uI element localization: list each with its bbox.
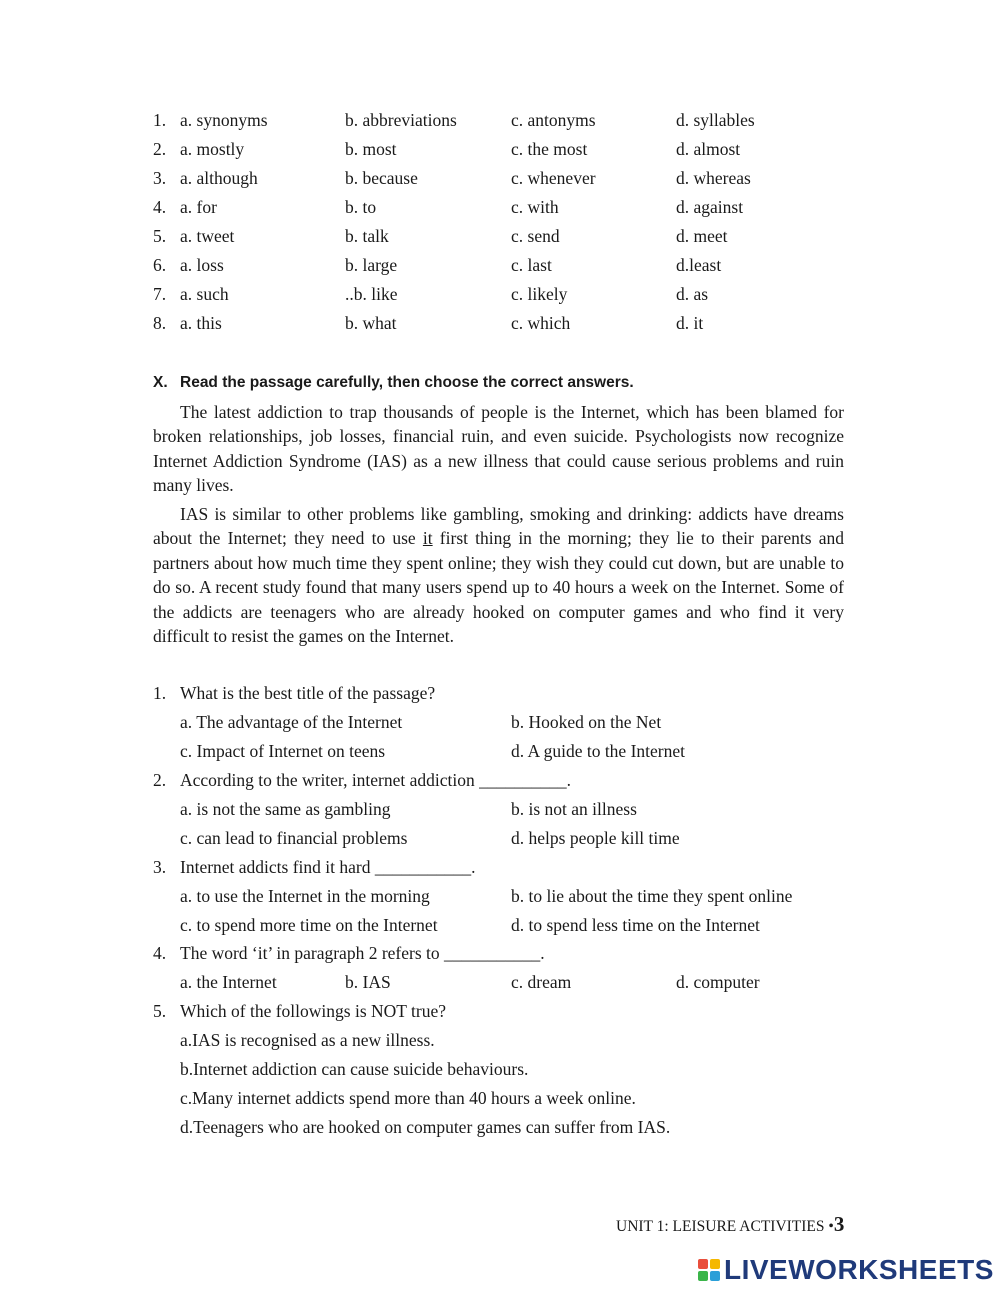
option-d[interactable]: d. meet: [676, 226, 728, 246]
option-c[interactable]: c. likely: [511, 284, 568, 304]
vocab-question-row: [0, 309, 1000, 338]
option-c[interactable]: c. whenever: [511, 168, 596, 188]
option-b[interactable]: b. is not an illness: [511, 799, 637, 819]
logo-text: LIVEWORKSHEETS: [724, 1254, 994, 1285]
vocab-question-row: [0, 280, 1000, 309]
question-number: 8.: [153, 313, 167, 333]
question-number: 1.: [153, 110, 167, 130]
question-stem-row: [0, 939, 1000, 968]
option-c[interactable]: c. last: [511, 255, 552, 275]
option-c[interactable]: c. can lead to financial problems: [180, 828, 408, 848]
page-footer: [616, 1210, 844, 1238]
underlined-word: it: [422, 528, 433, 549]
option-a[interactable]: a. synonyms: [180, 110, 268, 130]
option-b[interactable]: b. abbreviations: [345, 110, 457, 130]
option-b[interactable]: b. Hooked on the Net: [511, 712, 662, 732]
option-row: [0, 1055, 1000, 1084]
question-stem: According to the writer, internet addiction __________.: [180, 770, 572, 790]
section-instruction: Read the passage carefully, then choose the correct answers.: [180, 374, 634, 391]
vocab-question-row: [0, 251, 1000, 280]
option-d[interactable]: d. whereas: [676, 168, 751, 188]
option-row: [0, 824, 1000, 853]
option-row: [0, 968, 1000, 997]
question-number: 3.: [153, 857, 167, 877]
option-a[interactable]: a. is not the same as gambling: [180, 799, 391, 819]
liveworksheets-logo[interactable]: [698, 1254, 994, 1286]
option-a[interactable]: a. although: [180, 168, 258, 188]
option-a[interactable]: a. the Internet: [180, 972, 277, 992]
option-a[interactable]: a. mostly: [180, 139, 245, 159]
option-b[interactable]: ..b. like: [345, 284, 398, 304]
question-stem-row: [0, 679, 1000, 708]
logo-block: [710, 1271, 720, 1281]
question-number: 5.: [153, 1001, 167, 1021]
option-d[interactable]: d. to spend less time on the Internet: [511, 915, 760, 935]
option-row: [0, 708, 1000, 737]
option-b[interactable]: b.Internet addiction can cause suicide behaviours.: [180, 1059, 529, 1079]
option-row: [0, 1084, 1000, 1113]
option-c[interactable]: c. the most: [511, 139, 588, 159]
option-c[interactable]: c. dream: [511, 972, 572, 992]
option-d[interactable]: d. it: [676, 313, 704, 333]
option-b[interactable]: b. because: [345, 168, 418, 188]
option-row: [0, 1113, 1000, 1142]
option-c[interactable]: c. to spend more time on the Internet: [180, 915, 438, 935]
vocab-question-row: [0, 106, 1000, 135]
option-b[interactable]: b. large: [345, 255, 398, 275]
vocab-question-row: [0, 164, 1000, 193]
passage-paragraph-1: The latest addiction to trap thousands of people is the Internet, which has been blamed for broken relationships, job losses, financial ruin, and even suicide. Psychologists now recognize Internet Addiction Syndrome (IAS) as a new illness that could cause serious problems and ruin many lives.: [153, 402, 844, 496]
question-number: 4.: [153, 943, 167, 963]
option-a[interactable]: a.IAS is recognised as a new illness.: [180, 1030, 435, 1050]
unit-title: UNIT 1: LEISURE ACTIVITIES •: [616, 1218, 834, 1235]
option-row: [0, 882, 1000, 911]
option-b[interactable]: b. to: [345, 197, 377, 217]
option-d[interactable]: d.Teenagers who are hooked on computer games can suffer from IAS.: [180, 1117, 671, 1137]
option-c[interactable]: c. Impact of Internet on teens: [180, 741, 386, 761]
question-number: 4.: [153, 197, 167, 217]
option-b[interactable]: b. what: [345, 313, 397, 333]
logo-block: [698, 1259, 708, 1269]
option-a[interactable]: a. this: [180, 313, 222, 333]
question-stem: What is the best title of the passage?: [180, 683, 436, 703]
option-d[interactable]: d. helps people kill time: [511, 828, 680, 848]
option-d[interactable]: d. as: [676, 284, 709, 304]
passage-text: first thing in the morning; they lie to their parents and partners about how much time they spent online; they wish they could cut down, but are unable to do so. A recent study found that many users spend up to 40 hours a week on the Internet. Some of the addicts are teenagers who are already hooked on computer games and who find it very difficult to resist the games on the Internet.: [153, 528, 844, 647]
option-b[interactable]: b. IAS: [345, 972, 391, 992]
option-a[interactable]: a. loss: [180, 255, 224, 275]
option-d[interactable]: d. syllables: [676, 110, 755, 130]
option-row: [0, 795, 1000, 824]
option-c[interactable]: c. with: [511, 197, 559, 217]
question-stem-row: [0, 766, 1000, 795]
option-a[interactable]: a. to use the Internet in the morning: [180, 886, 430, 906]
vocab-question-row: [0, 135, 1000, 164]
question-number: 7.: [153, 284, 167, 304]
logo-block: [698, 1271, 708, 1281]
option-b[interactable]: b. to lie about the time they spent online: [511, 886, 793, 906]
question-stem: Which of the followings is NOT true?: [180, 1001, 447, 1021]
option-c[interactable]: c.Many internet addicts spend more than 40 hours a week online.: [180, 1088, 636, 1108]
vocab-question-row: [0, 222, 1000, 251]
question-stem: The word ‘it’ in paragraph 2 refers to ___________.: [180, 943, 545, 963]
question-number: 2.: [153, 770, 167, 790]
question-number: 5.: [153, 226, 167, 246]
question-stem-row: [0, 853, 1000, 882]
vocab-question-row: [0, 193, 1000, 222]
logo-block: [710, 1259, 720, 1269]
option-d[interactable]: d. almost: [676, 139, 741, 159]
question-stem: Internet addicts find it hard ___________.: [180, 857, 476, 877]
option-row: [0, 1026, 1000, 1055]
option-d[interactable]: d.least: [676, 255, 722, 275]
option-row: [0, 911, 1000, 940]
question-number: 6.: [153, 255, 167, 275]
option-a[interactable]: a. tweet: [180, 226, 235, 246]
section-label: X.: [153, 374, 168, 391]
option-b[interactable]: b. talk: [345, 226, 389, 246]
option-b[interactable]: b. most: [345, 139, 397, 159]
logo-blocks-icon: [698, 1259, 720, 1281]
question-stem-row: [0, 997, 1000, 1026]
option-c[interactable]: c. which: [511, 313, 571, 333]
option-c[interactable]: c. send: [511, 226, 560, 246]
option-a[interactable]: a. such: [180, 284, 229, 304]
option-a[interactable]: a. The advantage of the Internet: [180, 712, 403, 732]
question-number: 2.: [153, 139, 167, 159]
option-c[interactable]: c. antonyms: [511, 110, 596, 130]
option-a[interactable]: a. for: [180, 197, 217, 217]
passage-text: IAS is similar to other problems like gambling, smoking and drinking: addicts have dreams about the Internet; they need to use: [153, 504, 844, 549]
question-number: 1.: [153, 683, 167, 703]
option-d[interactable]: d. against: [676, 197, 744, 217]
question-number: 3.: [153, 168, 167, 188]
page-number: 3: [833, 1212, 845, 1236]
option-row: [0, 737, 1000, 766]
option-d[interactable]: d. A guide to the Internet: [511, 741, 685, 761]
passage-paragraph-2: [153, 502, 844, 648]
option-d[interactable]: d. computer: [676, 972, 760, 992]
